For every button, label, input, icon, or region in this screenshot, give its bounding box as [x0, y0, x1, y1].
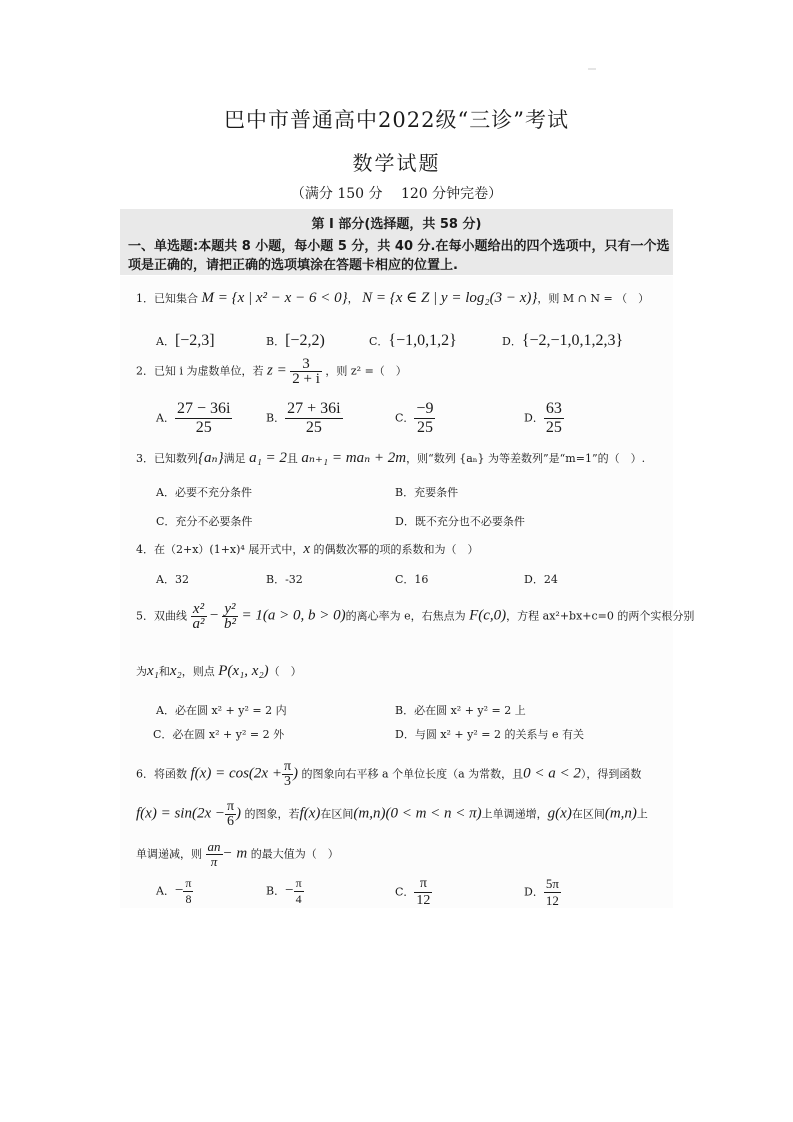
q6-f2-num: π	[226, 799, 235, 814]
q5-x1: x₁	[147, 663, 159, 679]
q1-option-c-label: C．	[369, 335, 389, 348]
q6-option-a-frac	[183, 876, 193, 907]
q6-b-sign: −	[285, 882, 294, 899]
q2-option-b-label: B．	[266, 411, 286, 425]
question-3	[136, 451, 645, 466]
section-instruction: 一、单选题:本题共 8 小题，每小题 5 分，共 40 分.在每小题给出的四个选项中，只有一个选项是正确的，请把正确的选项填涂在答题卡相应的位置上.	[128, 239, 670, 273]
q6-cond: 0 < a < 2	[523, 765, 581, 782]
q2-option-c-frac	[414, 400, 435, 437]
q6-option-b[interactable]	[266, 876, 304, 907]
question-6-line3	[136, 840, 339, 869]
q6-f2-frac	[225, 800, 236, 829]
q2-fraction	[290, 357, 322, 386]
q6-option-d-label: D．	[524, 885, 544, 899]
q6-option-c-frac	[414, 876, 432, 909]
section-title: 第 I 部分(选择题，共 58 分)	[311, 217, 482, 232]
q5-frac-y	[222, 602, 238, 631]
q6-option-c-label: C．	[395, 885, 415, 899]
q3-option-c[interactable]: C．充分不必要条件	[156, 515, 253, 528]
q6-ask-den: π	[210, 854, 218, 869]
q6-t7: 上	[636, 807, 648, 821]
q5-option-d[interactable]: D．与圆 x² + y² = 2 的关系与 e 有关	[395, 728, 584, 741]
q5-option-c[interactable]: C．必在圆 x² + y² = 2 外	[153, 728, 285, 741]
q5-option-b[interactable]: B．必在圆 x² + y² = 2 上	[395, 704, 526, 717]
q2-frac-num: 3	[290, 357, 322, 372]
q2-frac-den: 2 + i	[292, 371, 320, 387]
exam-subject: 数学试题	[352, 151, 441, 175]
q2-b-num: 27 + 36i	[287, 400, 341, 417]
question-2	[136, 357, 407, 386]
q5-x2: x₂	[169, 663, 182, 679]
q1-ask: ，则 M ∩ N = （ ）	[537, 292, 650, 305]
q2-d-num: 63	[545, 400, 562, 417]
q5-stem: 5．双曲线	[136, 609, 187, 623]
q4-stem: 4．在（2+x）(1+x)⁴ 展开式中，	[136, 543, 304, 556]
q6-f2b: )	[236, 805, 242, 822]
q2-a-den: 25	[195, 419, 212, 436]
q2-ask: ，则 z² =（ ）	[325, 364, 407, 378]
q5-line2b: ，则点	[181, 665, 215, 678]
q6-t6: 在区间	[571, 807, 605, 821]
q1-set-n: N = {x ∈ Z | y = log₂(3 − x)}	[362, 290, 538, 306]
q2-option-b-frac	[285, 400, 342, 437]
question-4	[136, 542, 479, 557]
q5-rest: = 1(a > 0, b > 0)	[241, 607, 346, 624]
q2-option-c-label: C．	[395, 411, 415, 425]
q6-option-a[interactable]	[156, 876, 193, 907]
q2-option-c[interactable]	[395, 400, 435, 437]
exam-note: （满分 150 分 120 分钟完卷）	[290, 186, 503, 202]
q1-option-a-value: [−2,3]	[174, 332, 215, 349]
q1-option-d[interactable]	[502, 332, 623, 350]
q6-f1-den: 3	[284, 774, 291, 789]
q6-d-den: 12	[545, 893, 559, 908]
q1-option-a[interactable]	[156, 332, 215, 350]
q2-c-num: −9	[416, 400, 434, 417]
q5-ask1: 的离心率为 e，右焦点为	[345, 609, 466, 623]
q6-t5: 上单调递增，	[481, 807, 548, 821]
q1-option-c-value: {−1,0,1,2}	[388, 332, 457, 349]
q6-a-sign: −	[174, 882, 184, 899]
q6-t3: 的图象，若	[244, 807, 300, 821]
q2-a-num: 27 − 36i	[176, 400, 231, 417]
q4-option-a[interactable]: A．32	[156, 573, 189, 586]
q1-option-c[interactable]	[369, 332, 457, 350]
q3-stem: 3．已知数列	[136, 452, 198, 465]
q2-stem: 2．已知 i 为虚数单位，若	[136, 364, 264, 378]
q6-b-num: π	[295, 876, 302, 890]
q3-ask: ，则“数列 {aₙ} 为等差数列”是“m=1”的（ ）.	[406, 452, 646, 465]
q6-gx: g(x)	[547, 805, 572, 822]
q5-option-a[interactable]: A．必在圆 x² + y² = 2 内	[156, 704, 287, 717]
q5-fa: a²	[192, 616, 205, 632]
q4-ask: 的偶数次幂的项的系数和为（ ）	[313, 543, 479, 556]
q6-c-den: 12	[416, 893, 431, 908]
q6-d-num: 5π	[545, 876, 559, 891]
q6-option-b-frac	[294, 876, 304, 907]
q6-int2: (0 < m < n < π)	[385, 805, 482, 822]
q3-cond1: 满足	[223, 452, 246, 465]
q2-c-den: 25	[416, 419, 433, 436]
q6-t9: 的最大值为（ ）	[250, 847, 339, 861]
q3-option-b[interactable]: B．充要条件	[395, 486, 459, 499]
q5-fy: y²	[222, 602, 238, 617]
q1-set-m: M = {x | x² − x − 6 < 0}	[201, 290, 348, 306]
q1-option-d-value: {−2,−1,0,1,2,3}	[521, 332, 624, 349]
q2-option-d-frac	[544, 400, 564, 437]
q5-line2c: （ ）	[268, 665, 302, 678]
q2-option-a-frac	[175, 400, 232, 437]
q1-sep: ，	[347, 292, 359, 305]
q3-option-d[interactable]: D．既不充分也不必要条件	[395, 515, 525, 528]
q2-option-b[interactable]	[266, 400, 343, 437]
q6-t1: 的图象向右平移 a 个单位长度（a 为常数，且	[301, 767, 524, 781]
q6-f2a: f(x) = sin(2x −	[136, 805, 225, 822]
q6-f1a: f(x) = cos(2x +	[190, 765, 282, 782]
q3-recurrence: aₙ₊₁ = maₙ + 2m	[301, 450, 407, 466]
q6-option-d[interactable]	[524, 876, 561, 909]
q6-f2-den: 6	[227, 814, 234, 829]
q5-focus: F(c,0)	[469, 607, 507, 624]
q6-ask-frac	[206, 840, 223, 869]
q4-x: x	[303, 541, 310, 557]
q6-t4: 在区间	[320, 807, 354, 821]
question-1	[136, 291, 649, 306]
q1-option-b[interactable]	[266, 332, 325, 350]
q6-ask-num: an	[207, 839, 221, 854]
q3-a1: a₁ = 2	[249, 450, 287, 466]
q1-option-b-label: B．	[266, 335, 286, 348]
q1-stem: 1．已知集合	[136, 292, 198, 305]
q5-point: P(x₁, x₂)	[218, 663, 269, 679]
q6-option-a-label: A．	[156, 884, 175, 898]
q4-option-b[interactable]: B．-32	[266, 573, 303, 586]
q2-eq: z =	[267, 362, 287, 379]
q6-option-b-label: B．	[266, 884, 286, 898]
exam-title: 巴中市普通高中2022级“三诊”考试	[224, 108, 569, 132]
q4-option-d[interactable]: D．24	[524, 573, 558, 586]
q5-and: 和	[158, 665, 170, 678]
scan-mark	[588, 68, 596, 70]
q4-option-c[interactable]: C．16	[395, 573, 429, 586]
q5-frac-x	[191, 602, 207, 631]
q6-b-den: 4	[295, 892, 302, 906]
q3-seq: {aₙ}	[198, 450, 224, 466]
q2-option-d[interactable]	[524, 400, 564, 437]
q3-cond2: 且	[286, 452, 298, 465]
question-6	[136, 760, 641, 789]
q6-a-num: π	[185, 876, 192, 890]
question-5-line2	[136, 664, 302, 679]
q3-option-a[interactable]: A．必要不充分条件	[156, 486, 252, 499]
q6-t8: 单调递减，则	[136, 847, 202, 861]
q6-minus: − m	[222, 845, 248, 862]
q2-option-a[interactable]	[156, 400, 232, 437]
q5-fx: x²	[191, 602, 207, 617]
q1-option-a-label: A．	[156, 335, 175, 348]
q6-option-c[interactable]	[395, 876, 432, 909]
q2-option-d-label: D．	[524, 411, 544, 425]
q6-int1: (m,n)	[353, 805, 386, 822]
q6-f1-frac	[282, 760, 293, 789]
q2-option-a-label: A．	[156, 411, 175, 425]
q6-stem: 6．将函数	[136, 767, 187, 781]
q6-fx: f(x)	[299, 805, 321, 822]
q1-option-d-label: D．	[502, 335, 522, 348]
q5-ask2: ，方程 ax²+bx+c=0 的两个实根分别	[506, 609, 695, 623]
q5-fb: b²	[223, 616, 236, 632]
q6-f1b: )	[293, 765, 299, 782]
q6-option-d-frac	[544, 876, 561, 909]
q5-line2a: 为	[136, 665, 147, 678]
q1-option-b-value: [−2,2)	[285, 332, 325, 349]
q6-f1-num: π	[283, 759, 292, 774]
q2-d-den: 25	[545, 419, 562, 436]
question-6-line2	[136, 800, 648, 829]
q6-t2: ），得到函数	[580, 767, 642, 781]
q6-a-den: 8	[185, 892, 192, 906]
q6-int3: (m,n)	[604, 805, 637, 822]
q6-c-num: π	[414, 876, 432, 893]
q2-b-den: 25	[305, 419, 322, 436]
question-5: 5．双曲线 $\frac{\text{x²}}{\text{a²}}$ − $\frac{\text{y²}}{\text{b²}}$ = 1(a > 0, b > 0)的离心率为 e，右焦点为 F(c,0)，方程 ax²+bx+c=0 的两个实根分别	[136, 601, 695, 632]
